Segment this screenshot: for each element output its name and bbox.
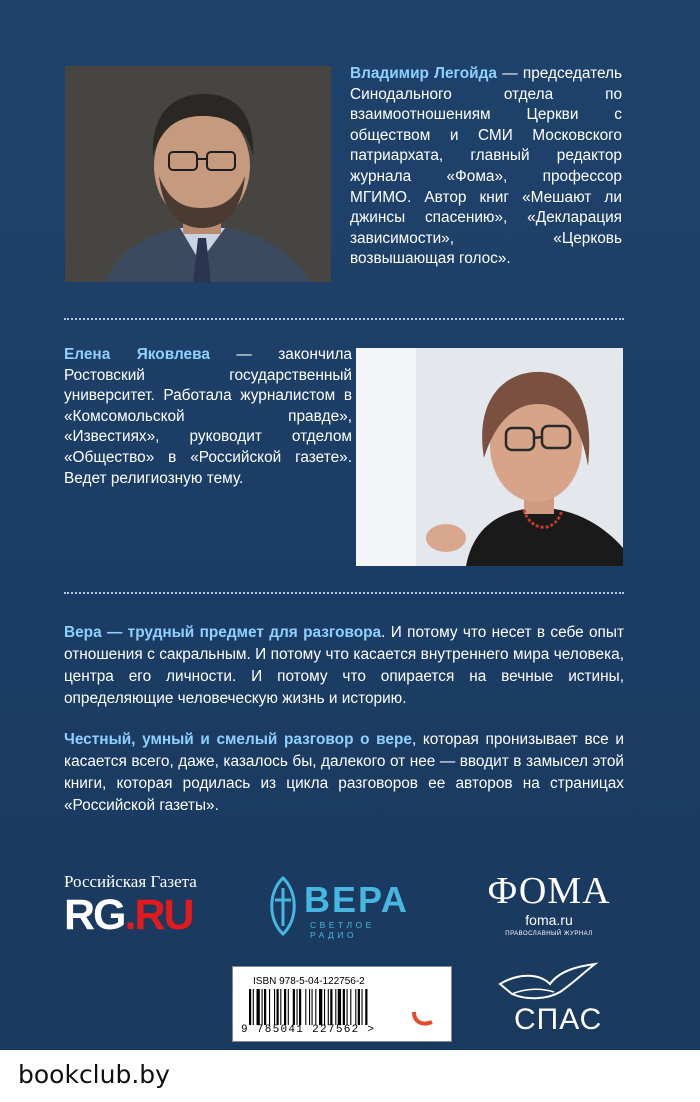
blurb-lead-1: Вера — трудный предмет для разговора [64, 624, 382, 641]
spas-wordmark: СПАС [514, 1003, 603, 1036]
vera-radio-logo [264, 872, 424, 942]
foma-logo [474, 870, 624, 940]
barcode-bars [249, 989, 409, 1025]
blurb-lead-2: Честный, умный и смелый разговор о вере [64, 731, 412, 748]
rg-logo [64, 872, 224, 942]
blurb-paragraph-2 [64, 729, 624, 817]
footer-bar [0, 1050, 700, 1102]
spas-tv-logo [490, 962, 603, 1042]
section-divider [64, 318, 624, 320]
isbn-number: ISBN 978-5-04-122756-2 [253, 976, 365, 987]
author2-photo [356, 348, 623, 566]
rg-logo-title: Российская Газета [64, 872, 197, 891]
foma-wordmark: ФОМА [487, 870, 611, 912]
footer-site-label: bookclub.by [18, 1060, 170, 1089]
rg-logo-wordmark [64, 890, 193, 940]
author2-name: Елена Яковлева [64, 346, 210, 363]
author1-bio-text: — председатель Синодального отдела по взаимоотношениям Церкви с обществом и СМИ Московского патриархата, главный редактор журнала «Фома», профессор МГИМО. Автор книг «Мешают ли джинсы спасению», «Декларация зависимости», «Церковь возвышающая голос». [350, 65, 622, 268]
blurb-text-1: . И потому что несет в себе опыт отношения с сакральным. И потому что касается внутреннего мира человека, центра его личности. И потому что опирается на вечные истины, определяющие человеческую жизнь и историю. [64, 624, 624, 707]
author2-bio-text: — закончила Ростовский государственный университет. Работала журналистом в «Комсомольской правде», «Известиях», руководит отделом «Общество» в «Российской газете». Ведет религиозную тему. [64, 346, 352, 487]
barcode-digits: 9 785041 227562 > [241, 1024, 376, 1036]
vera-subtitle: СВЕТЛОЕ РАДИО [310, 920, 375, 940]
foma-url: foma.ru [525, 912, 573, 928]
eksmo-logo-icon [402, 990, 438, 1030]
section-divider [64, 592, 624, 594]
author1-name: Владимир Легойда [350, 65, 497, 82]
rg-logo-dot: . [124, 891, 135, 939]
rg-logo-rg: RG [64, 891, 125, 939]
blurb-paragraph-1 [64, 622, 624, 710]
vera-wordmark: ВЕРА [304, 879, 409, 920]
fish-cross-icon [264, 874, 302, 938]
dove-icon [490, 962, 600, 1006]
author1-photo [65, 66, 331, 282]
rg-logo-ru: RU [134, 891, 193, 939]
foma-subtitle: ПРАВОСЛАВНЫЙ ЖУРНАЛ [505, 931, 593, 937]
author1-bio [350, 64, 622, 270]
author2-bio [64, 345, 352, 489]
blurb-text-2: , которая пронизывает все и касается всего, даже, казалось бы, далекого от нее — вводит в замысел этой книги, которая родилась из цикла разговоров ее авторов на страницах «Российской газеты». [64, 731, 624, 814]
